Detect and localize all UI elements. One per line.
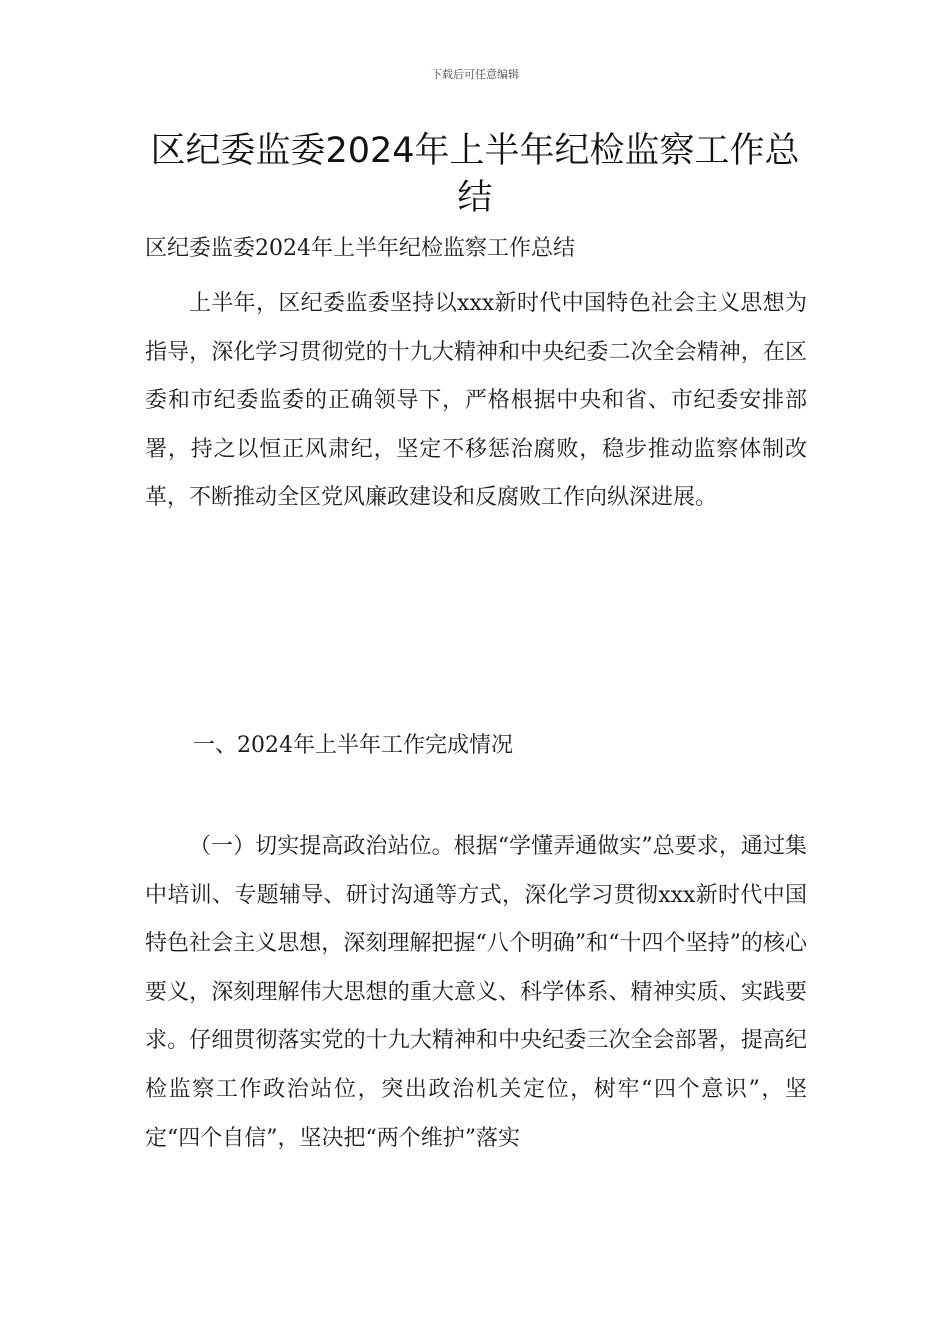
- document-title: 区纪委监委2024年上半年纪检监察工作总结: [150, 131, 800, 218]
- header-note: 下载后可任意编辑: [431, 68, 519, 81]
- intro-paragraph: 上半年，区纪委监委坚持以xxx新时代中国特色社会主义思想为指导，深化学习贯彻党的十九大精神和中央纪委二次全会精神，在区委和市纪委监委的正确领导下，严格根据中央和省、市纪委安排部署，持之以恒正风肃纪，坚定不移惩治腐败，稳步推动监察体制改革，不断推动全区党风廉政建设和反腐败工作向纵深进展。: [145, 291, 807, 511]
- section-heading: 一、2024年上半年工作完成情况: [193, 733, 513, 758]
- section-paragraph: （一）切实提高政治站位。根据“学懂弄通做实”总要求，通过集中培训、专题辅导、研讨沟通等方式，深化学习贯彻xxx新时代中国特色社会主义思想，深刻理解把握“八个明确”和“十四个坚持”的核心要义，深刻理解伟大思想的重大意义、科学体系、精神实质、实践要求。仔细贯彻落实党的十九大精神和中央纪委三次全会部署，提高纪检监察工作政治站位，突出政治机关定位，树牢“四个意识”，坚定“四个自信”，坚决把“两个维护”落实: [145, 834, 807, 1151]
- document-subtitle: 区纪委监委2024年上半年纪检监察工作总结: [145, 236, 575, 261]
